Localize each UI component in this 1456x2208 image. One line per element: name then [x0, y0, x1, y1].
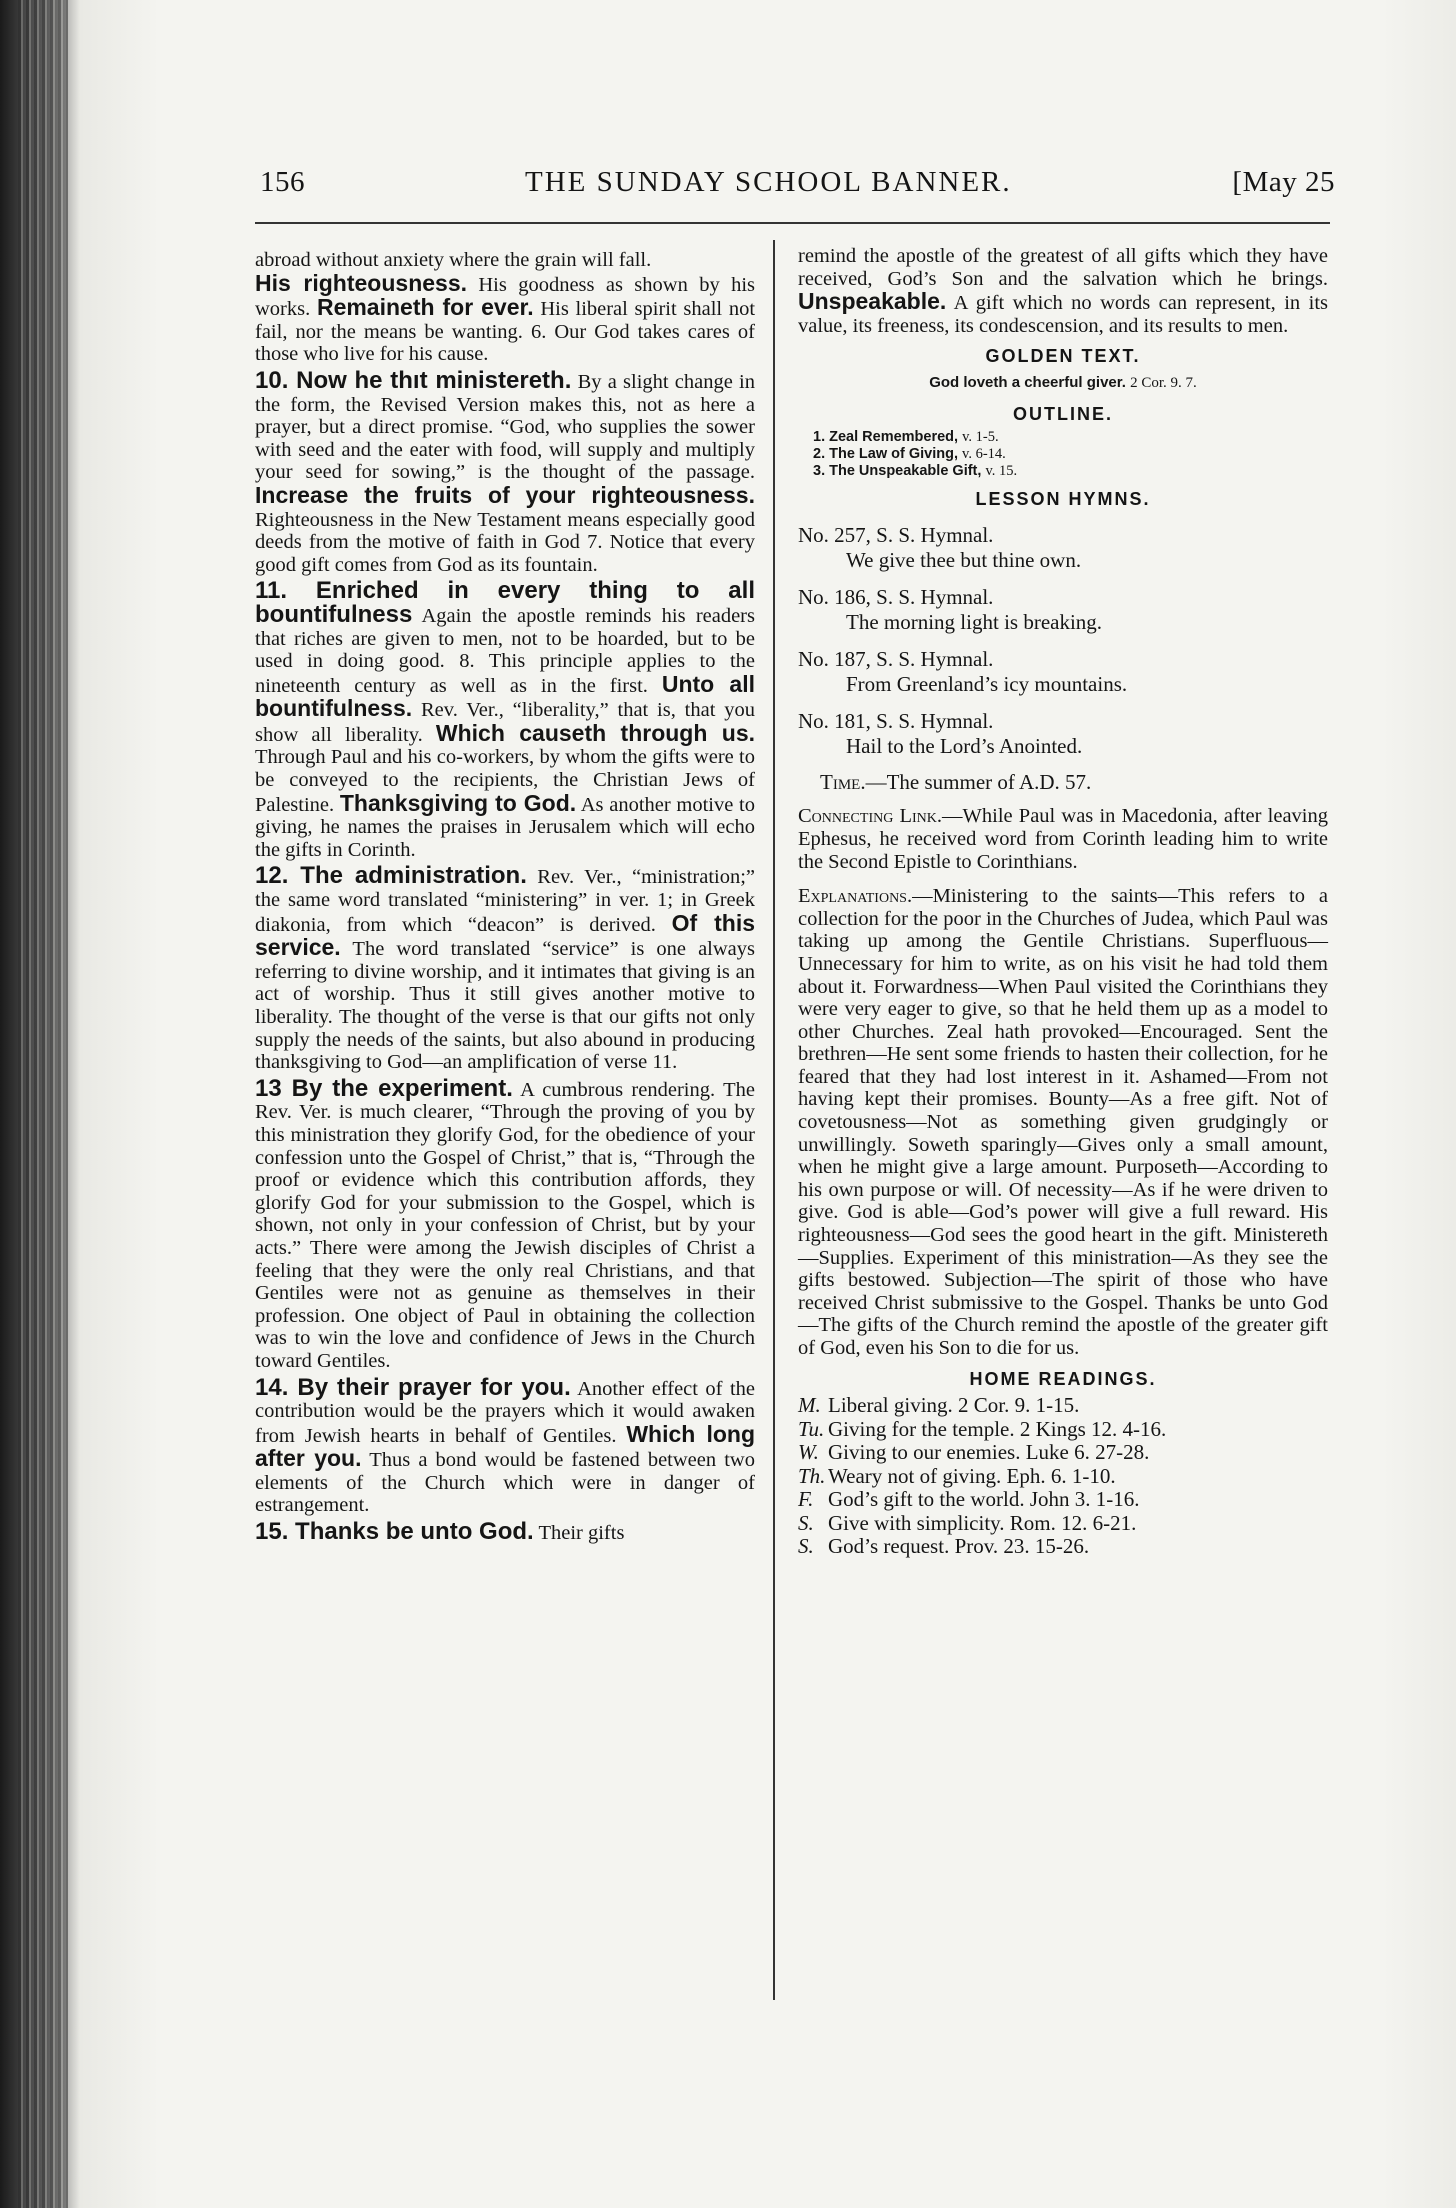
page-number: 156: [260, 166, 305, 198]
reading-item: F. God’s gift to the world. John 3. 1-16.: [798, 1487, 1140, 1512]
continuation-paragraph: remind the apostle of the greatest of all gifts which they have received, God’s Son and the salvation which he brings. Unspeakable. A gift which no words can represent, in its value, its freeness, its condescension, and its results to men.: [798, 245, 1328, 337]
commentary-paragraph: His righteousness. His goodness as shown by his works. Remaineth for ever. His liberal spirit shall not fail, nor the means be wanting. 6. Our God takes cares of those who live for his cause.: [255, 269, 756, 366]
reading-item: S. God’s request. Prov. 23. 15-26.: [798, 1534, 1090, 1559]
commentary-paragraph: 12. The administration. Rev. Ver., “ministration;” the same word translated “ministering” in ver. 1; in Greek diakonia, from which “deacon” is derived. Of this service. The word translated “service” is one always referring to divine worship, and it intimates that giving is an act of worship. Thus it still gives another motive to liberality. The thought of the verse is that our gifts not only supply the needs of the saints, but also abound in producing thanksgiving to God—an amplification of verse 11.: [255, 862, 756, 1074]
hymn-entry: No. 186, S. S. Hymnal. The morning light is breaking.: [798, 584, 1103, 634]
reading-item: W. Giving to our enemies. Luke 6. 27-28.: [798, 1440, 1150, 1465]
hymn-entry: No. 257, S. S. Hymnal. We give thee but thine own.: [798, 522, 1082, 572]
golden-text: God loveth a cheerful giver. 2 Cor. 9. 7.: [929, 373, 1197, 391]
right-column: [798, 245, 1328, 1559]
time-note: Time.—The summer of A.D. 57.: [820, 769, 1092, 794]
header-rule: [255, 222, 1330, 224]
hymns-heading: LESSON HYMNS.: [975, 489, 1151, 510]
reading-item: M. Liberal giving. 2 Cor. 9. 1-15.: [798, 1393, 1080, 1418]
magazine-page: [250, 160, 1335, 2000]
hymn-entry: No. 181, S. S. Hymnal. Hail to the Lord’s Anointed.: [798, 708, 1083, 758]
explanations: Explanations.—Ministering to the saints—This refers to a collection for the poor in the Churches of Judea, which Paul was taking up among the Gentile Christians. Superfluous—Unnecessary for him to write, as on his visit he had told them about it. Forwardness—When Paul visited the Corinthians they were very eager to give, so that he held them up as a model to other Churches. Zeal hath provoked—Encouraged. Sent the brethren—He sent some friends to hasten their collection, for he feared that they had lost interest in it. Ashamed—From not having kept their promises. Bounty—As a free gift. Not of covetousness—Not as something given grudgingly or unwillingly. Soweth sparingly—Gives only a small amount, when he might give a large amount. Purposeth—According to his own purpose or will. Of necessity—As if he were driven to give. God is able—God’s power will give a full reward. His righteousness—God sees the good heart in the gift. Ministereth—Supplies. Experiment of this ministration—As they see the gifts bestowed. Subjection—The spirit of those who have received Christ submissive to the Gospel. Thanks be unto God—The gifts of the Church remind the apostle of the greater gift of God, even his Son to die for us.: [798, 885, 1328, 1359]
reading-item: Tu. Giving for the temple. 2 Kings 12. 4-16.: [798, 1416, 1167, 1441]
running-header: [260, 160, 1335, 212]
commentary-paragraph: abroad without anxiety where the grain will fall.: [255, 249, 652, 271]
commentary-paragraph: 10. Now he thıt ministereth. By a slight change in the form, the Revised Version makes this, not as here a prayer, but a direct promise. “God, who supplies the sower with seed and the eater with food, will supply and multiply your seed for sowing,” is the thought of the passage. Increase the fruits of your righteousness. Righteousness in the New Testament means especially good deeds from the motive of faith in God 7. Notice that every good gift comes from God as its fountain.: [255, 366, 755, 576]
outline-heading: OUTLINE.: [1013, 403, 1113, 424]
outline-item: 2. The Law of Giving, v. 6-14.: [813, 446, 1006, 463]
golden-text-heading: GOLDEN TEXT.: [985, 346, 1141, 367]
outline-item: 3. The Unspeakable Gift, v. 15.: [813, 463, 1018, 480]
left-column: [255, 245, 755, 1545]
outline-item: 1. Zeal Remembered, v. 1-5.: [813, 429, 999, 446]
home-readings-heading: HOME READINGS.: [969, 1368, 1157, 1389]
commentary-paragraph: 13 By the experiment. A cumbrous rendering. The Rev. Ver. is much clearer, “Through the proving of you by this ministration they glorify God, for the obedience of your confession unto the Gospel of Christ,” that is, “Through the proof or evidence which this contribution affords, they glorify God for your submission to the Gospel, which is shown, not only in your confession of Christ, but by your acts.” There were among the Jewish disciples of Christ a feeling that they were the only real Christians, and that Gentiles were not as genuine as themselves in their profession. One object of Paul in obtaining the collection was to win the love and confidence of Jews in the Church toward Gentiles.: [255, 1074, 755, 1372]
commentary-paragraph: 15. Thanks be unto God. Their gifts: [255, 1518, 625, 1546]
connecting-link: Connecting Link.—While Paul was in Macedonia, after leaving Ephesus, he received word from Corinth leading him to write the Second Epistle to Corinthians.: [798, 805, 1328, 873]
commentary-paragraph: 14. By their prayer for you. Another effect of the contribution would be the prayers which it would awaken from Jewish hearts in behalf of Gentiles. Which long after you. Thus a bond would be fastened between two elements of the Church which were in danger of estrangement.: [255, 1373, 755, 1517]
hymn-entry: No. 187, S. S. Hymnal. From Greenland’s icy mountains.: [798, 646, 1128, 696]
issue-date: [May 25: [1232, 166, 1335, 198]
column-divider: [773, 240, 775, 2000]
commentary-paragraph: 11. Enriched in every thing to all bountifulness Again the apostle reminds his readers that riches are given to men, not to be hoarded, but to be used in doing good. 8. This principle applies to the nineteenth century as well as in the first. Unto all bountifulness. Rev. Ver., “liberality,” that is, that you show all liberality. Which causeth through us. Through Paul and his co-workers, by whom the gifts were to be conveyed to the recipients, the Christian Jews of Palestine. Thanksgiving to God. As another motive to giving, he names the praises in Jerusalem which will echo the gifts in Corinth.: [255, 577, 755, 861]
reading-item: Th. Weary not of giving. Eph. 6. 1-10.: [798, 1463, 1116, 1488]
publication-title: THE SUNDAY SCHOOL BANNER.: [525, 166, 1012, 198]
book-page-edges: [18, 0, 68, 2208]
reading-item: S. Give with simplicity. Rom. 12. 6-21.: [798, 1510, 1137, 1535]
